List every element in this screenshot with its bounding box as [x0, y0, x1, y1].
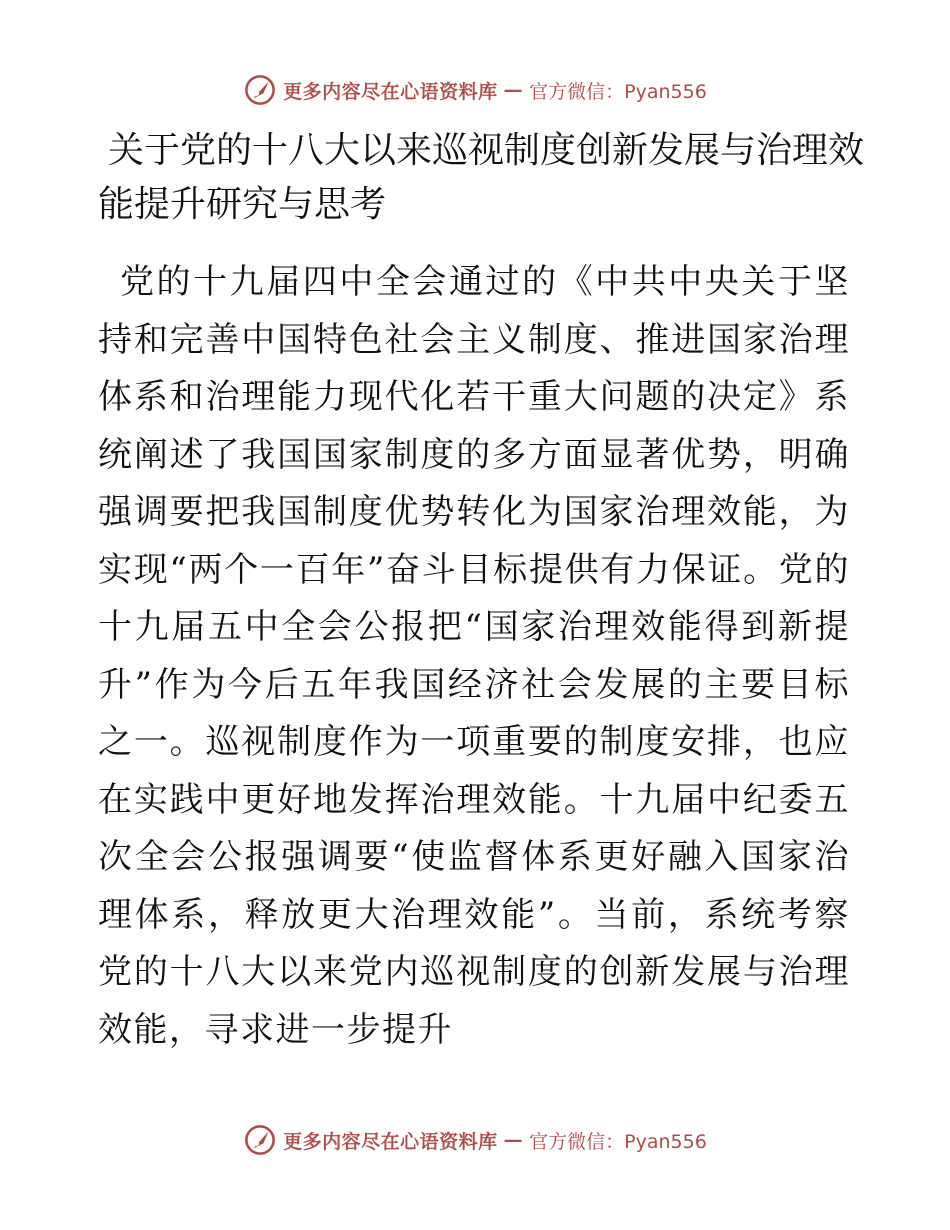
footer-banner	[0, 1120, 950, 1160]
quill-logo-icon	[243, 1123, 277, 1157]
banner-wechat-text: 官方微信：Pyan556	[529, 1130, 707, 1153]
banner-site-text: 更多内容尽在心语资料库	[283, 1130, 498, 1153]
header-banner	[0, 70, 950, 110]
banner-site-text: 更多内容尽在心语资料库	[283, 80, 498, 103]
document-paragraph: 党的十九届四中全会通过的《中共中央关于坚持和完善中国特色社会主义制度、推进国家治理体系和治理能力现代化若干重大问题的决定》系统阐述了我国国家制度的多方面显著优势，明确强调要把我国制度优势转化为国家治理效能，为实现“两个一百年”奋斗目标提供有力保证。党的十九届五中全会公报把“国家治理效能得到新提升”作为今后五年我国经济社会发展的主要目标之一。巡视制度作为一项重要的制度安排，也应在实践中更好地发挥治理效能。十九届中纪委五次全会公报强调要“使监督体系更好融入国家治理体系，释放更大治理效能”。当前，系统考察党的十八大以来党内巡视制度的创新发展与治理效能，寻求进一步提升	[98, 262, 850, 1050]
banner-wechat-text: 官方微信：Pyan556	[529, 80, 707, 103]
quill-logo-icon	[243, 73, 277, 107]
document-title: 关于党的十八大以来巡视制度创新发展与治理效能提升研究与思考	[98, 130, 865, 225]
banner-separator: —	[503, 79, 524, 101]
banner-separator: —	[503, 1129, 524, 1151]
